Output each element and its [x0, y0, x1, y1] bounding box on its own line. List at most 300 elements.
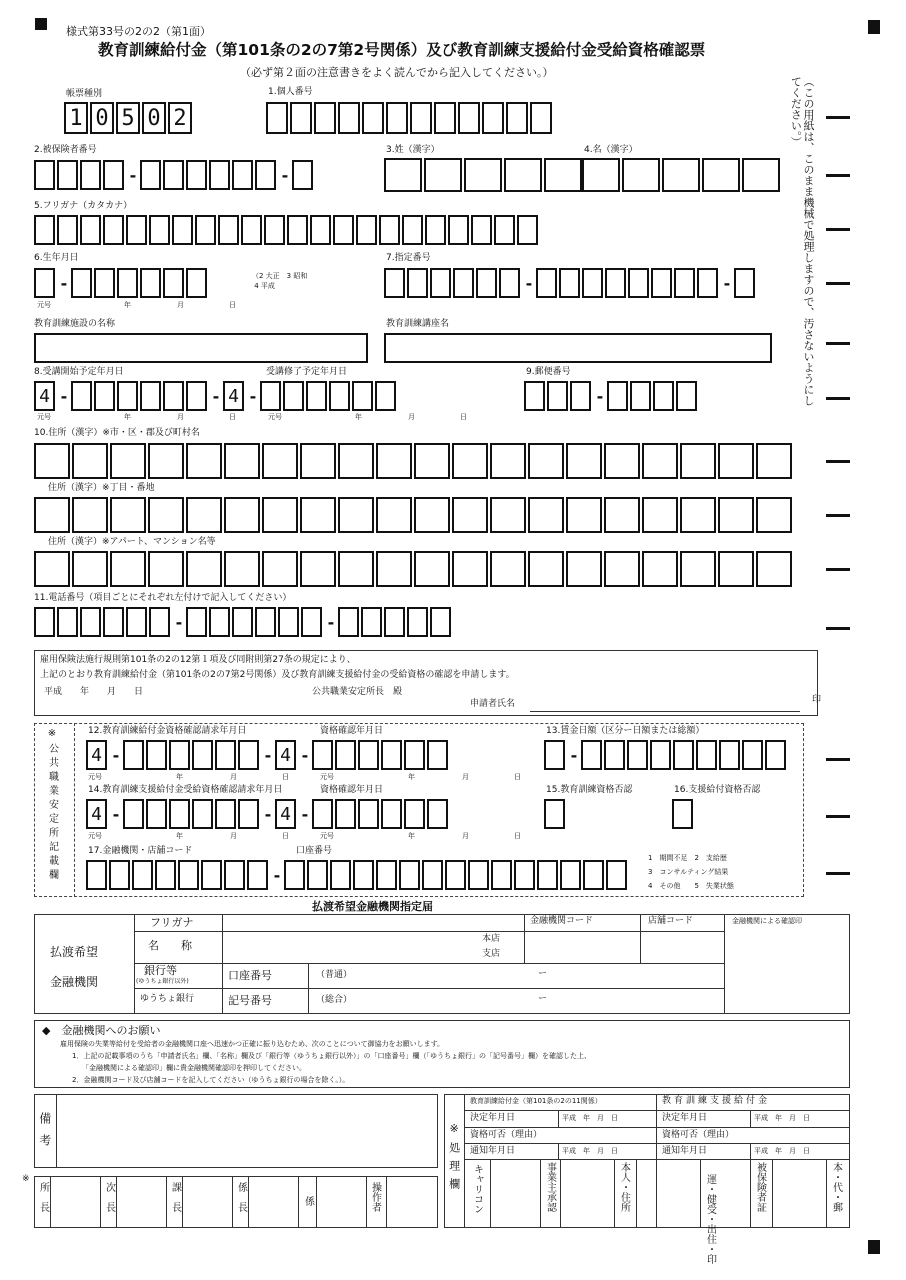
char-cell[interactable]	[117, 381, 138, 411]
char-cell[interactable]	[414, 551, 450, 587]
char-cell[interactable]: 4	[275, 740, 296, 770]
furigana-input[interactable]	[34, 215, 540, 245]
char-cell[interactable]	[530, 102, 552, 134]
char-cell[interactable]	[504, 158, 542, 192]
char-cell[interactable]	[628, 268, 649, 298]
char-cell[interactable]	[560, 860, 581, 890]
designated-number-input[interactable]	[384, 268, 757, 298]
char-cell[interactable]	[163, 160, 184, 190]
char-cell[interactable]	[241, 215, 262, 245]
facility-name-input[interactable]	[34, 333, 368, 363]
char-cell[interactable]	[650, 740, 671, 770]
char-cell[interactable]	[528, 497, 564, 533]
char-cell[interactable]	[72, 497, 108, 533]
char-cell[interactable]	[34, 268, 55, 298]
course-dates-input[interactable]	[34, 381, 398, 411]
char-cell[interactable]	[306, 381, 327, 411]
char-cell[interactable]	[676, 381, 697, 411]
char-cell[interactable]	[72, 443, 108, 479]
char-cell[interactable]	[376, 860, 397, 890]
char-cell[interactable]	[384, 268, 405, 298]
char-cell[interactable]	[148, 443, 184, 479]
char-cell[interactable]	[604, 497, 640, 533]
char-cell[interactable]	[379, 215, 400, 245]
char-cell[interactable]	[468, 860, 489, 890]
char-cell[interactable]	[570, 381, 591, 411]
char-cell[interactable]	[425, 215, 446, 245]
char-cell[interactable]	[490, 497, 526, 533]
char-cell[interactable]	[314, 102, 336, 134]
field-12-input[interactable]	[86, 740, 450, 770]
char-cell[interactable]	[300, 551, 336, 587]
char-cell[interactable]	[338, 607, 359, 637]
char-cell[interactable]	[386, 102, 408, 134]
char-cell[interactable]	[430, 607, 451, 637]
char-cell[interactable]	[605, 268, 626, 298]
char-cell[interactable]	[490, 443, 526, 479]
char-cell[interactable]	[80, 215, 101, 245]
char-cell[interactable]	[404, 799, 425, 829]
char-cell[interactable]	[673, 740, 694, 770]
char-cell[interactable]	[172, 215, 193, 245]
char-cell[interactable]	[238, 799, 259, 829]
char-cell[interactable]	[330, 860, 351, 890]
char-cell[interactable]	[536, 268, 557, 298]
field-15-input[interactable]	[544, 799, 567, 829]
char-cell[interactable]	[34, 497, 70, 533]
char-cell[interactable]	[338, 102, 360, 134]
char-cell[interactable]	[103, 215, 124, 245]
proc-right-head: 教育訓練支援給付金	[662, 1096, 771, 1106]
char-cell[interactable]	[186, 607, 207, 637]
rule-line	[464, 1127, 850, 1128]
address-line-3-input[interactable]	[34, 551, 794, 587]
char-cell[interactable]	[765, 740, 786, 770]
ymd-label: 日	[229, 413, 236, 421]
char-cell[interactable]	[278, 607, 299, 637]
char-cell[interactable]	[756, 551, 792, 587]
field-label-address-1: 10.住所（漢字）※市・区・郡及び町村名	[34, 428, 200, 438]
char-cell[interactable]	[582, 268, 603, 298]
char-cell[interactable]	[414, 443, 450, 479]
char-cell[interactable]	[756, 443, 792, 479]
char-cell[interactable]	[434, 102, 456, 134]
rule-line	[166, 1176, 167, 1228]
char-cell[interactable]	[559, 268, 580, 298]
char-cell[interactable]	[627, 740, 648, 770]
char-cell[interactable]	[123, 799, 144, 829]
char-cell[interactable]	[140, 268, 161, 298]
char-cell[interactable]	[255, 607, 276, 637]
char-cell[interactable]	[209, 607, 230, 637]
char-cell[interactable]	[338, 443, 374, 479]
char-cell[interactable]	[381, 740, 402, 770]
declaration-office: 公共職業安定所長 殿	[312, 687, 403, 697]
char-cell[interactable]	[384, 158, 422, 192]
char-cell[interactable]	[464, 158, 502, 192]
char-cell[interactable]	[642, 497, 678, 533]
char-cell[interactable]	[333, 215, 354, 245]
course-name-input[interactable]	[384, 333, 772, 363]
char-cell[interactable]	[491, 860, 512, 890]
char-cell[interactable]	[247, 860, 268, 890]
char-cell[interactable]	[186, 381, 207, 411]
char-cell[interactable]	[123, 740, 144, 770]
char-cell[interactable]	[155, 860, 176, 890]
char-cell[interactable]	[34, 607, 55, 637]
form-type-digits	[64, 102, 194, 134]
char-cell[interactable]	[71, 268, 92, 298]
char-cell[interactable]	[34, 443, 70, 479]
char-cell[interactable]	[34, 551, 70, 587]
char-cell[interactable]	[262, 443, 298, 479]
char-cell[interactable]	[642, 551, 678, 587]
char-cell[interactable]	[702, 158, 740, 192]
char-cell[interactable]	[514, 860, 535, 890]
char-cell[interactable]	[146, 799, 167, 829]
char-cell[interactable]	[186, 268, 207, 298]
char-cell[interactable]	[630, 381, 651, 411]
char-cell[interactable]	[358, 799, 379, 829]
char-cell[interactable]	[140, 160, 161, 190]
futsu-label: （普通）	[316, 970, 353, 980]
char-cell[interactable]	[335, 799, 356, 829]
remarks-box[interactable]	[34, 1094, 438, 1168]
char-cell[interactable]	[604, 551, 640, 587]
char-cell[interactable]	[361, 607, 382, 637]
proc-col-address: 本人・住所	[618, 1162, 630, 1212]
char-cell[interactable]	[195, 215, 216, 245]
char-cell[interactable]	[266, 102, 288, 134]
char-cell[interactable]	[34, 160, 55, 190]
char-cell[interactable]	[224, 443, 260, 479]
char-cell[interactable]	[232, 160, 253, 190]
char-cell[interactable]	[358, 740, 379, 770]
char-cell[interactable]	[57, 160, 78, 190]
registration-mark-top-right	[868, 20, 880, 34]
char-cell[interactable]	[582, 158, 620, 192]
form-type-digit: 2	[168, 102, 192, 134]
char-cell[interactable]	[338, 551, 374, 587]
char-cell[interactable]	[86, 860, 107, 890]
char-cell[interactable]	[448, 215, 469, 245]
char-cell[interactable]	[547, 381, 568, 411]
char-cell[interactable]	[376, 497, 412, 533]
char-cell[interactable]	[262, 497, 298, 533]
char-cell[interactable]	[300, 443, 336, 479]
char-cell[interactable]	[126, 215, 147, 245]
char-cell[interactable]	[566, 551, 602, 587]
separator-dash: -	[596, 386, 604, 406]
char-cell[interactable]	[524, 381, 545, 411]
field-14-input[interactable]	[86, 799, 450, 829]
char-cell[interactable]	[653, 381, 674, 411]
address-line-2-input[interactable]	[34, 497, 794, 533]
address-line-1-input[interactable]	[34, 443, 794, 479]
timing-mark	[826, 282, 850, 285]
char-cell[interactable]	[232, 607, 253, 637]
char-cell[interactable]	[517, 215, 538, 245]
char-cell[interactable]	[414, 497, 450, 533]
personal-number-input[interactable]	[266, 102, 554, 134]
char-cell[interactable]	[126, 607, 147, 637]
rule-line	[298, 1176, 299, 1228]
char-cell[interactable]	[140, 381, 161, 411]
char-cell[interactable]	[528, 551, 564, 587]
rule-line	[316, 1176, 317, 1228]
field-13-input[interactable]	[544, 740, 788, 770]
char-cell[interactable]	[697, 268, 718, 298]
field-label-facility: 教育訓練施設の名称	[34, 319, 116, 329]
char-cell[interactable]	[201, 860, 222, 890]
char-cell[interactable]	[262, 551, 298, 587]
char-cell[interactable]	[544, 158, 582, 192]
char-cell[interactable]	[301, 607, 322, 637]
char-cell[interactable]	[209, 160, 230, 190]
char-cell[interactable]	[718, 497, 754, 533]
char-cell[interactable]	[362, 102, 384, 134]
char-cell[interactable]	[57, 215, 78, 245]
char-cell[interactable]	[218, 215, 239, 245]
char-cell[interactable]	[238, 740, 259, 770]
char-cell[interactable]	[186, 551, 222, 587]
postal-code-input[interactable]	[524, 381, 699, 411]
char-cell[interactable]	[399, 860, 420, 890]
char-cell[interactable]	[215, 799, 236, 829]
char-cell[interactable]	[528, 443, 564, 479]
proc-decision-label: 決定年月日	[662, 1113, 708, 1123]
char-cell[interactable]	[718, 443, 754, 479]
char-cell[interactable]	[674, 268, 695, 298]
char-cell[interactable]	[352, 381, 373, 411]
char-cell[interactable]	[335, 740, 356, 770]
char-cell[interactable]: 4	[275, 799, 296, 829]
char-cell[interactable]	[544, 799, 565, 829]
separator-dash: -	[301, 745, 309, 765]
char-cell[interactable]	[756, 497, 792, 533]
char-cell[interactable]	[452, 551, 488, 587]
char-cell[interactable]	[178, 860, 199, 890]
char-cell[interactable]	[604, 443, 640, 479]
char-cell[interactable]	[506, 102, 528, 134]
char-cell[interactable]	[110, 551, 146, 587]
char-cell[interactable]: 4	[223, 381, 244, 411]
char-cell[interactable]	[255, 160, 276, 190]
char-cell[interactable]	[224, 551, 260, 587]
char-cell[interactable]	[719, 740, 740, 770]
char-cell[interactable]	[103, 160, 124, 190]
separator-dash: -	[525, 273, 533, 293]
char-cell[interactable]	[224, 860, 245, 890]
bank-etc-sub: (ゆうちょ銀行以外)	[136, 978, 189, 985]
char-cell[interactable]	[338, 497, 374, 533]
char-cell[interactable]	[169, 799, 190, 829]
char-cell[interactable]	[117, 268, 138, 298]
char-cell[interactable]	[149, 607, 170, 637]
char-cell[interactable]	[80, 607, 101, 637]
char-cell[interactable]	[404, 740, 425, 770]
rule-line	[74, 723, 75, 897]
char-cell[interactable]	[680, 497, 716, 533]
timing-mark	[826, 758, 850, 761]
declaration-line-1: 雇用保険法施行規則第101条の2の12第１項及び同附則第27条の規定により、	[40, 655, 356, 665]
proc-left-head: 教育訓練給付金（第101条の2の11関係）	[470, 1097, 602, 1105]
staff-label: 係	[302, 1196, 314, 1206]
char-cell[interactable]	[300, 497, 336, 533]
char-cell[interactable]	[424, 158, 462, 192]
char-cell[interactable]	[329, 381, 350, 411]
char-cell[interactable]	[71, 381, 92, 411]
char-cell[interactable]	[109, 860, 130, 890]
form-title: 教育訓練給付金（第101条の2の7第2号関係）及び教育訓練支援給付金受給資格確認票	[98, 41, 706, 59]
char-cell[interactable]	[287, 215, 308, 245]
char-cell[interactable]	[292, 160, 313, 190]
char-cell[interactable]	[452, 443, 488, 479]
char-cell[interactable]	[110, 443, 146, 479]
char-cell[interactable]	[566, 497, 602, 533]
registration-mark-top-left	[35, 18, 47, 30]
given-name-input[interactable]	[582, 158, 782, 192]
char-cell[interactable]	[680, 443, 716, 479]
char-cell[interactable]	[680, 551, 716, 587]
char-cell[interactable]	[186, 497, 222, 533]
char-cell[interactable]	[163, 268, 184, 298]
char-cell[interactable]	[186, 160, 207, 190]
request-line-3: 「金融機関による確認印」欄に貴金融機関確認印を押印してください。	[82, 1064, 306, 1072]
char-cell[interactable]	[453, 268, 474, 298]
char-cell[interactable]	[402, 215, 423, 245]
char-cell[interactable]	[471, 215, 492, 245]
proc-notice-label: 通知年月日	[470, 1146, 516, 1156]
char-cell[interactable]	[696, 740, 717, 770]
birth-date-input[interactable]	[34, 268, 209, 298]
surname-input[interactable]	[384, 158, 584, 192]
char-cell[interactable]	[499, 268, 520, 298]
char-cell[interactable]	[494, 215, 515, 245]
char-cell[interactable]	[375, 381, 396, 411]
applicant-name-line[interactable]	[530, 711, 800, 712]
char-cell[interactable]	[384, 607, 405, 637]
timing-mark	[826, 627, 850, 630]
field-label-15: 15.教育訓練資格否認	[546, 785, 633, 795]
char-cell[interactable]	[544, 740, 565, 770]
char-cell[interactable]	[606, 860, 627, 890]
rule-line	[56, 1094, 57, 1168]
char-cell[interactable]	[642, 443, 678, 479]
char-cell[interactable]	[192, 799, 213, 829]
declaration-line-2: 上記のとおり教育訓練給付金（第101条の2の7第2号関係）及び教育訓練支援給付金の受給資格の確認を申請します。	[40, 670, 515, 680]
char-cell[interactable]	[169, 740, 190, 770]
char-cell[interactable]	[312, 799, 333, 829]
char-cell[interactable]	[103, 607, 124, 637]
field-17-input[interactable]	[86, 860, 629, 890]
char-cell[interactable]	[422, 860, 443, 890]
char-cell[interactable]	[742, 740, 763, 770]
char-cell[interactable]: 4	[86, 799, 107, 829]
char-cell[interactable]	[149, 215, 170, 245]
char-cell[interactable]	[482, 102, 504, 134]
phone-input[interactable]	[34, 607, 453, 637]
char-cell[interactable]	[427, 740, 448, 770]
field-label-14b: 資格確認年月日	[320, 785, 384, 795]
char-cell[interactable]	[734, 268, 755, 298]
char-cell[interactable]	[407, 607, 428, 637]
char-cell[interactable]	[718, 551, 754, 587]
char-cell[interactable]	[148, 551, 184, 587]
char-cell[interactable]	[224, 497, 260, 533]
char-cell[interactable]	[312, 740, 333, 770]
char-cell[interactable]	[476, 268, 497, 298]
char-cell[interactable]	[490, 551, 526, 587]
char-cell[interactable]	[651, 268, 672, 298]
char-cell[interactable]	[356, 215, 377, 245]
char-cell[interactable]	[80, 160, 101, 190]
char-cell[interactable]	[94, 381, 115, 411]
char-cell[interactable]: 4	[34, 381, 55, 411]
char-cell[interactable]	[284, 860, 305, 890]
char-cell[interactable]	[307, 860, 328, 890]
char-cell[interactable]	[537, 860, 558, 890]
char-cell[interactable]	[192, 740, 213, 770]
char-cell[interactable]	[622, 158, 660, 192]
char-cell[interactable]	[94, 268, 115, 298]
char-cell[interactable]: 4	[86, 740, 107, 770]
char-cell[interactable]	[604, 740, 625, 770]
char-cell[interactable]	[290, 102, 312, 134]
char-cell[interactable]	[742, 158, 780, 192]
char-cell[interactable]	[186, 443, 222, 479]
char-cell[interactable]	[458, 102, 480, 134]
char-cell[interactable]	[376, 443, 412, 479]
char-cell[interactable]	[146, 740, 167, 770]
char-cell[interactable]	[410, 102, 432, 134]
char-cell[interactable]	[566, 443, 602, 479]
char-cell[interactable]	[353, 860, 374, 890]
char-cell[interactable]	[132, 860, 153, 890]
char-cell[interactable]	[260, 381, 281, 411]
char-cell[interactable]	[672, 799, 693, 829]
char-cell[interactable]	[34, 215, 55, 245]
char-cell[interactable]	[163, 381, 184, 411]
char-cell[interactable]	[148, 497, 184, 533]
char-cell[interactable]	[427, 799, 448, 829]
proc-notice-date: 平成 年 月 日	[562, 1147, 618, 1155]
char-cell[interactable]	[376, 551, 412, 587]
proc-col-career: キャリコン	[471, 1164, 483, 1214]
char-cell[interactable]	[445, 860, 466, 890]
field-label-phone: 11.電話番号（項目ごとにそれぞれ左付けで記入してください）	[34, 593, 292, 603]
char-cell[interactable]	[381, 799, 402, 829]
char-cell[interactable]	[57, 607, 78, 637]
char-cell[interactable]	[215, 740, 236, 770]
char-cell[interactable]	[264, 215, 285, 245]
char-cell[interactable]	[407, 268, 428, 298]
insured-number-input[interactable]	[34, 160, 315, 190]
request-line-4: 2．金融機関コード及び店舗コードを記入してください（ゆうちょ銀行の場合を除く。）。	[72, 1076, 350, 1084]
char-cell[interactable]	[583, 860, 604, 890]
char-cell[interactable]	[607, 381, 628, 411]
char-cell[interactable]	[452, 497, 488, 533]
field-16-input[interactable]	[672, 799, 695, 829]
char-cell[interactable]	[110, 497, 146, 533]
rule-line	[464, 1159, 850, 1160]
char-cell[interactable]	[283, 381, 304, 411]
char-cell[interactable]	[430, 268, 451, 298]
char-cell[interactable]	[581, 740, 602, 770]
char-cell[interactable]	[662, 158, 700, 192]
char-cell[interactable]	[310, 215, 331, 245]
char-cell[interactable]	[72, 551, 108, 587]
